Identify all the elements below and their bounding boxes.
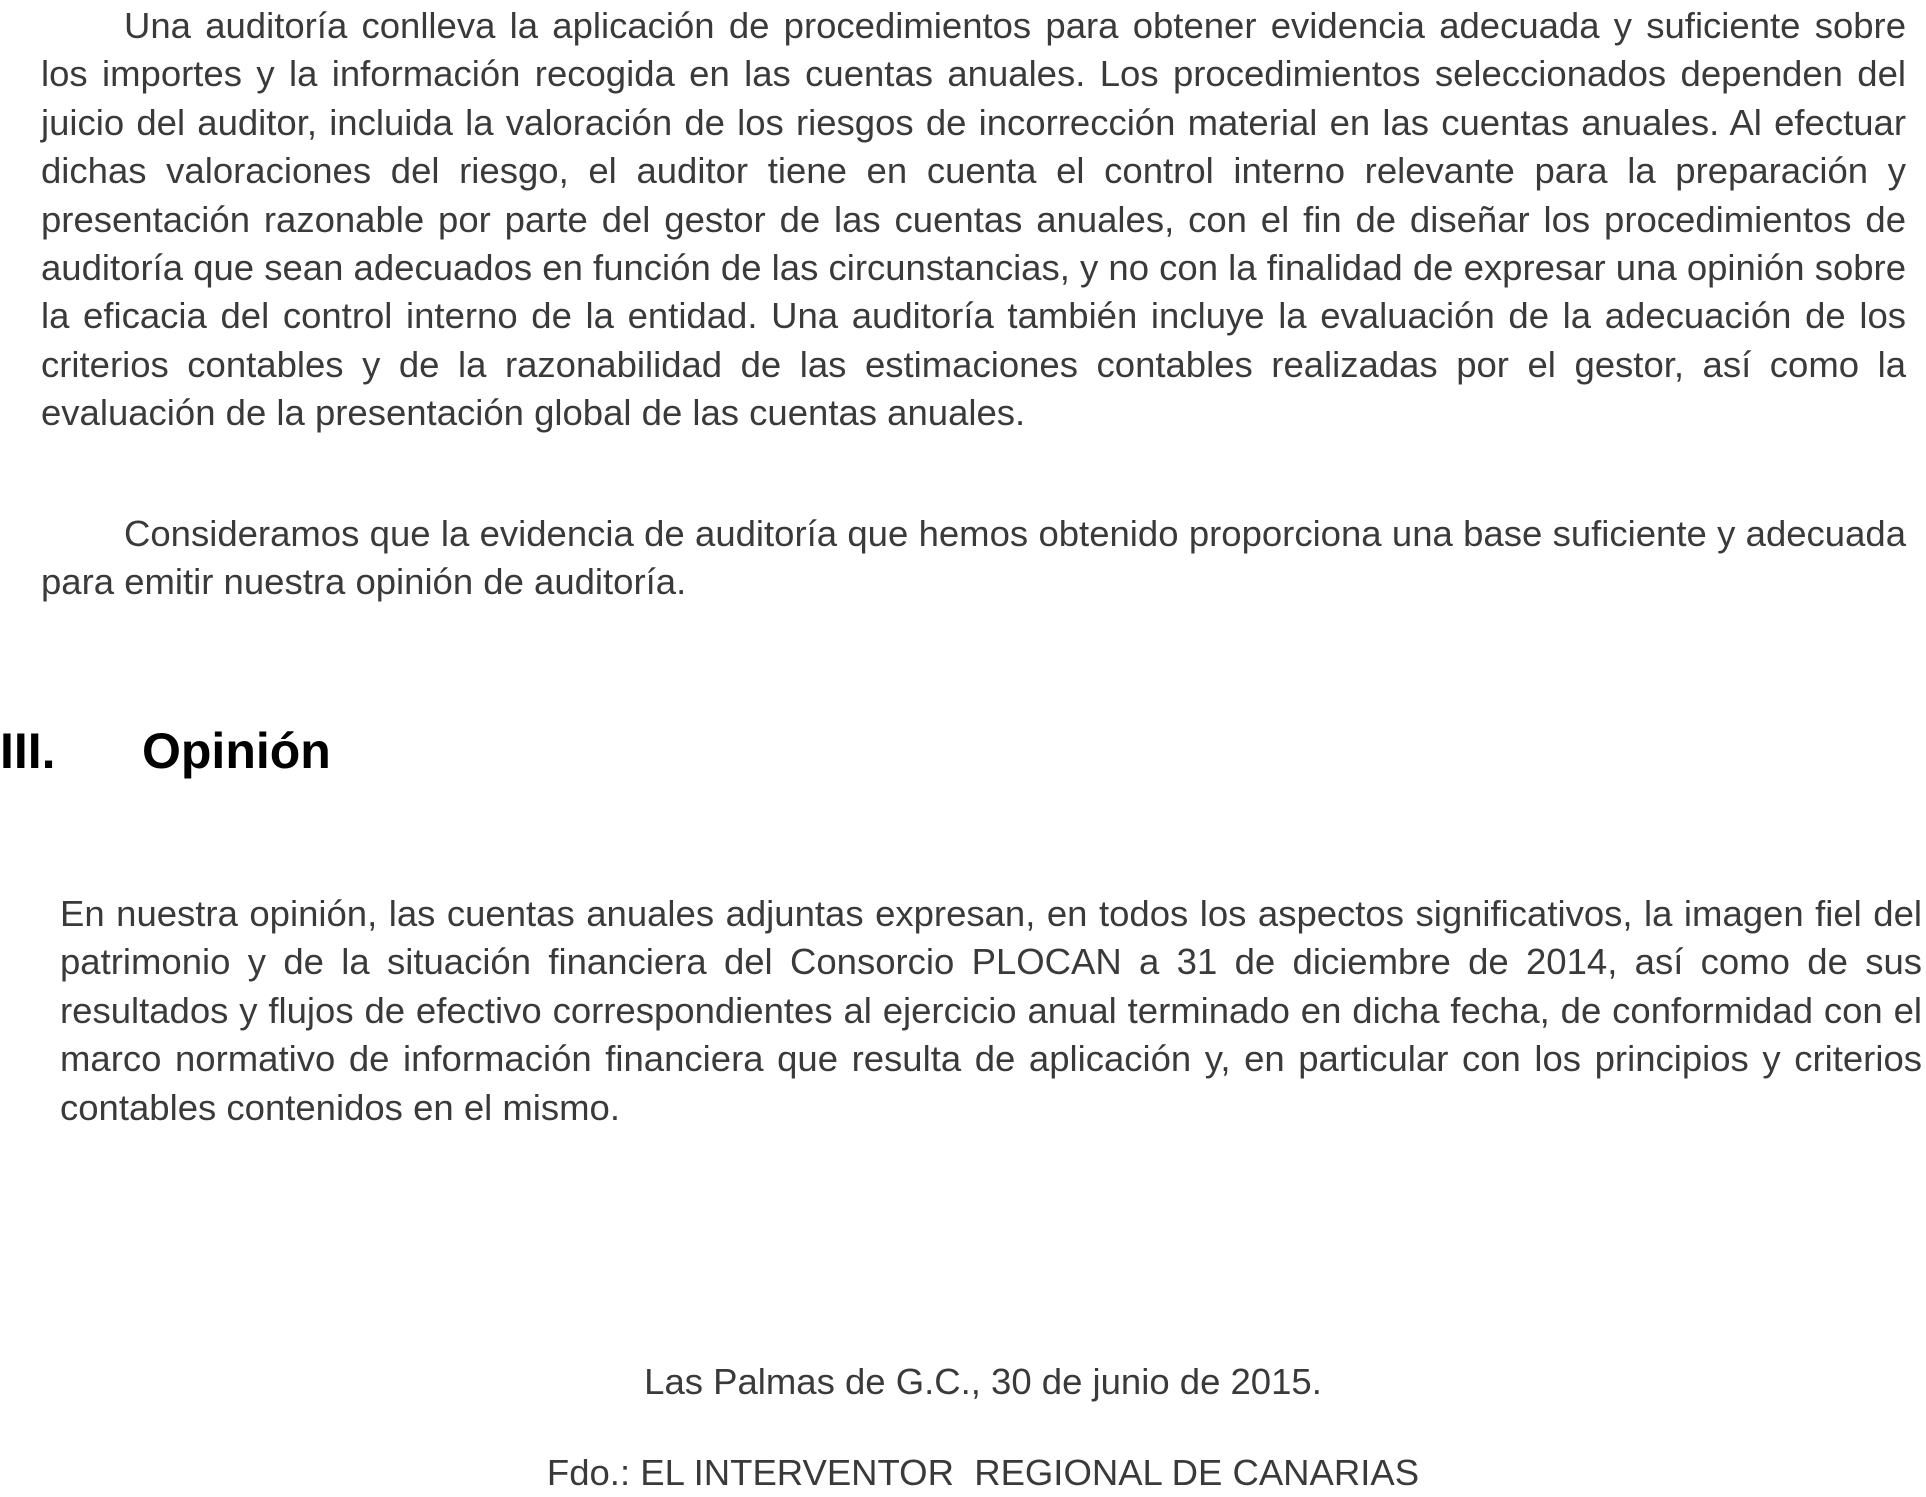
section-number: III. xyxy=(0,723,56,779)
audit-procedures-paragraph: Una auditoría conlleva la aplicación de procedimientos para obtener evidencia adecuada y suficiente sobre los importes y la información recogida en las cuentas anuales. Los procedimientos seleccionados dependen del juicio del auditor, incluida la valoración de los riesgos de incorrección material en las cuentas anuales. Al efectuar dichas valoraciones del riesgo, el auditor tiene en cuenta el control interno relevante para la preparación y presentación razonable por parte del gestor de las cuentas anuales, con el fin de diseñar los procedimientos de auditoría que sean adecuados en función de las circunstancias, y no con la finalidad de expresar una opinión sobre la eficacia del control interno de la entidad. Una auditoría también incluye la evaluación de la adecuación de los criterios contables y de la razonabilidad de las estimaciones contables realizadas por el gestor, así como la evaluación de la presentación global de las cuentas anuales. xyxy=(41,5,1906,434)
section-heading xyxy=(0,722,331,780)
place-and-date: Las Palmas de G.C., 30 de junio de 2015. xyxy=(644,1361,1322,1402)
signature-line: Fdo.: EL INTERVENTOR REGIONAL DE CANARIAS xyxy=(546,1452,1420,1493)
opinion-paragraph: En nuestra opinión, las cuentas anuales adjuntas expresan, en todos los aspectos significativos, la imagen fiel del patrimonio y de la situación financiera del Consorcio PLOCAN a 31 de diciembre de 2014, así como de sus resultados y flujos de efectivo correspondientes al ejercicio anual terminado en dicha fecha, de conformidad con el marco normativo de información financiera que resulta de aplicación y, en particular con los principios y criterios contables contenidos en el mismo. xyxy=(60,893,1922,1128)
audit-evidence-paragraph: Consideramos que la evidencia de auditoría que hemos obtenido proporciona una base suficiente y adecuada para emitir nuestra opinión de auditoría. xyxy=(41,513,1906,603)
section-title: Opinión xyxy=(142,723,331,779)
